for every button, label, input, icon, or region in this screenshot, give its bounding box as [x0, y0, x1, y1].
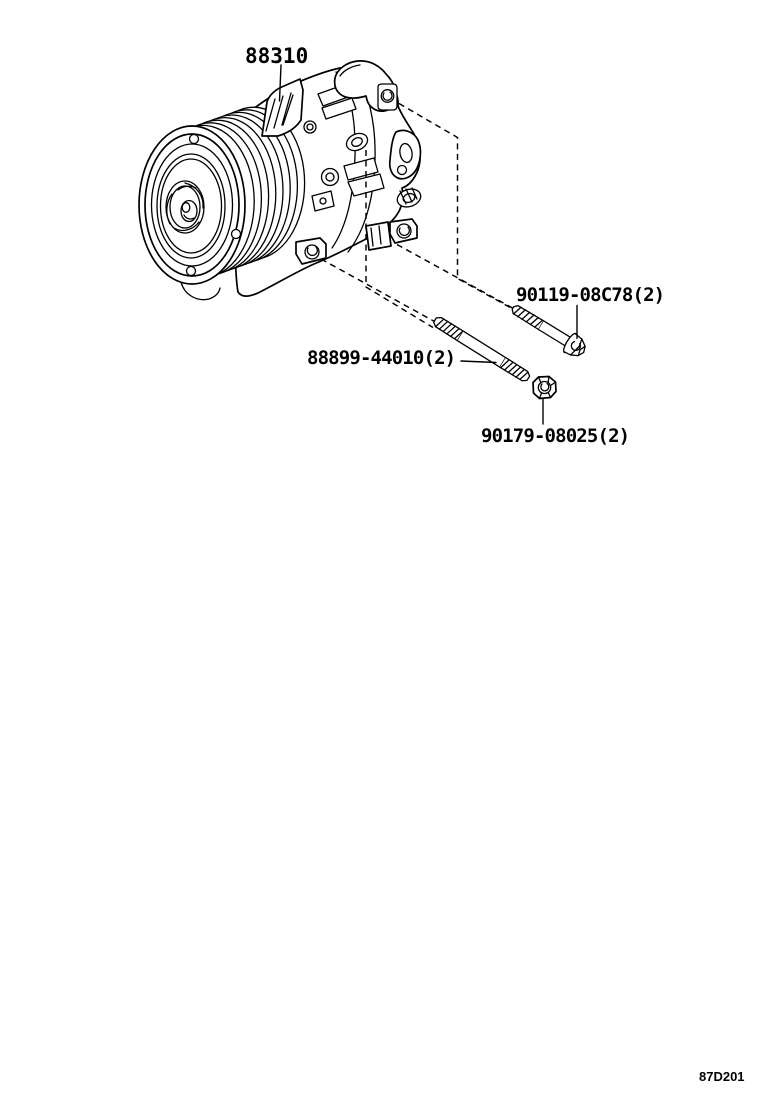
- part-label-nut[interactable]: 90179-08025(2): [481, 425, 630, 447]
- pulley: [139, 126, 245, 284]
- flange-nut-drawing: [533, 377, 556, 399]
- side-mounting-ear: [390, 130, 421, 178]
- part-label-mount-bolt[interactable]: 90119-08C78(2): [516, 284, 665, 306]
- part-label-stud-bolt[interactable]: 88899-44010(2): [307, 347, 456, 369]
- part-label-compressor[interactable]: 88310: [245, 44, 309, 68]
- figure-code-label: 87D201: [699, 1069, 745, 1084]
